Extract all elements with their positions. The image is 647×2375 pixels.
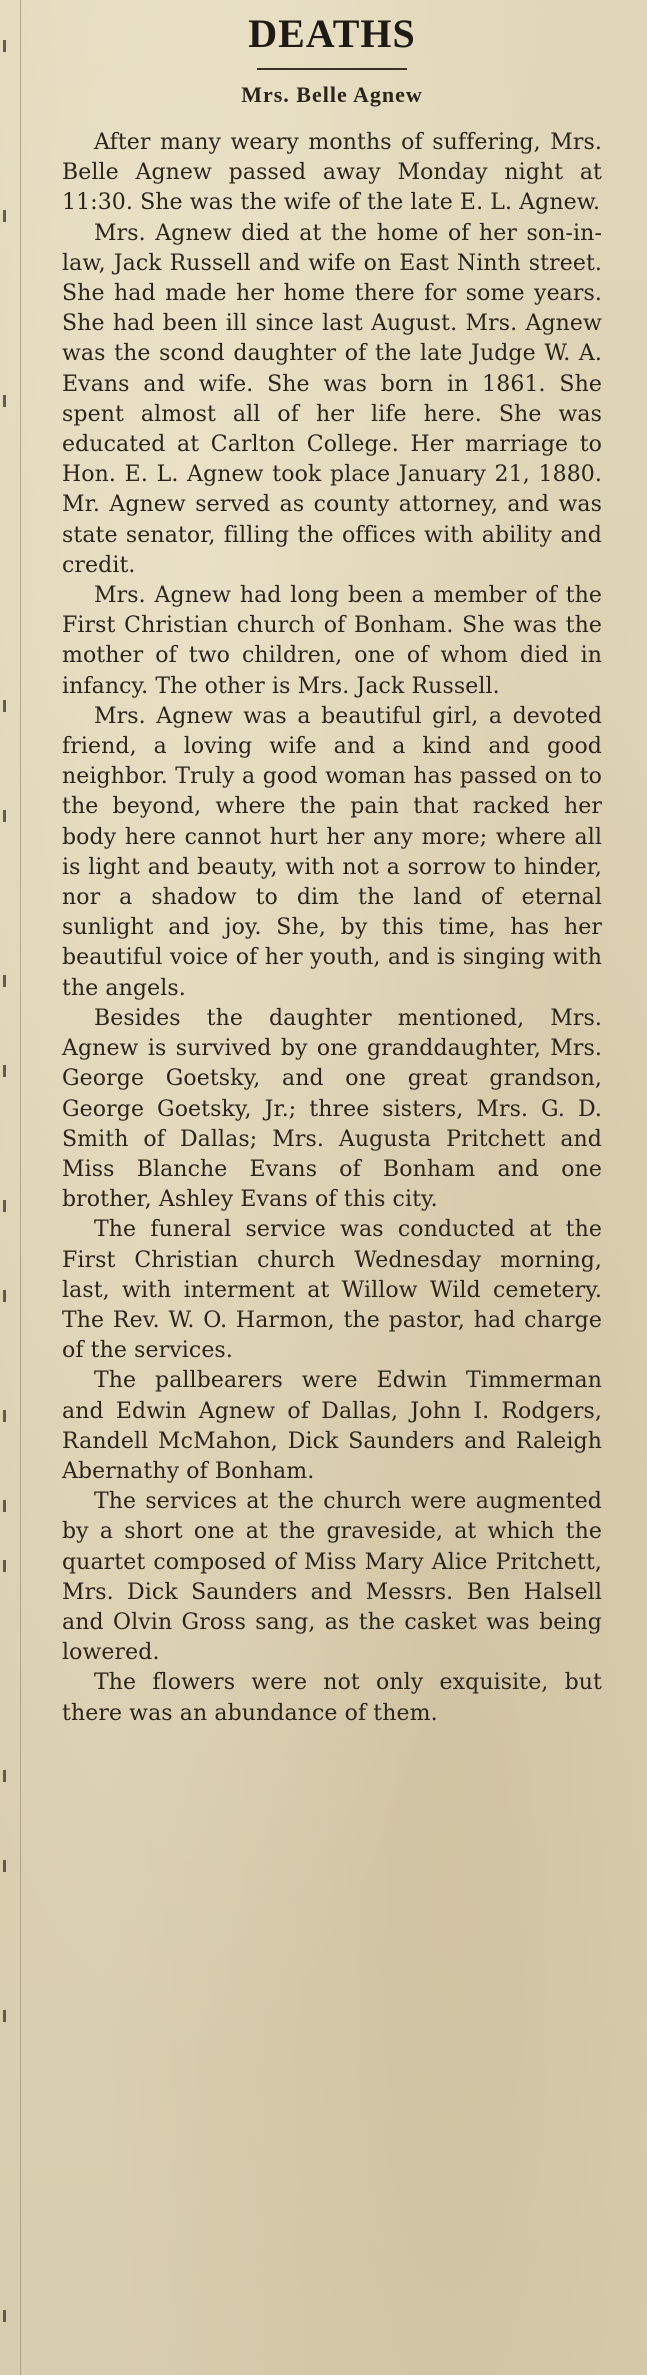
article-paragraph: The pallbearers were Edwin Timmerman and Edwin Agnew of Dallas, John I. Rodgers, Randell McMahon, Dick Saunders and Raleigh Abernathy of Bonham. (62, 1368, 602, 1484)
column-fragment (3, 2010, 6, 2022)
column-fragment (3, 40, 6, 52)
column-fragment (3, 1410, 6, 1422)
column-fragment (3, 2310, 6, 2322)
column-fragment (3, 1200, 6, 1212)
article-paragraph: Besides the daughter mentioned, Mrs. Agnew is survived by one granddaughter, Mrs. George Goetsky, and one great grandson, George Goetsky, Jr.; three sisters, Mrs. G. D. Smith of Dallas; Mrs. Augusta Pritchett and Miss Blanche Evans of Bonham and one brother, Ashley Evans of this city. (62, 1005, 602, 1213)
column-fragment (3, 210, 6, 222)
adjacent-column-fragments (0, 0, 18, 2375)
obituary-title: Mrs. Belle Agnew (241, 82, 423, 107)
column-fragment (3, 1860, 6, 1872)
column-fragment (3, 975, 6, 987)
article-paragraph: The funeral service was conducted at the First Christian church Wednesday morning, last, with interment at Willow Wild cemetery. The Rev. W. O. Harmon, the pastor, had charge of the services. (62, 1217, 602, 1364)
article-paragraph: After many weary months of suffering, Mrs. Belle Agnew passed away Monday night at 11:30. She was the wife of the late E. L. Agnew. (62, 130, 602, 216)
article-paragraph: Mrs. Agnew had long been a member of the First Christian church of Bonham. She was the mother of two children, one of whom died in infancy. The other is Mrs. Jack Russell. (62, 583, 602, 699)
article-paragraph: The services at the church were augmented by a short one at the graveside, at which the quartet composed of Miss Mary Alice Pritchett, Mrs. Dick Saunders and Messrs. Ben Halsell and Olvin Gross sang, as the casket was being lowered. (62, 1489, 602, 1666)
column-fragment (3, 810, 6, 822)
article-paragraph: Mrs. Agnew died at the home of her son-in-law, Jack Russell and wife on East Ninth street. She had made her home there for some years. She had been ill since last August. Mrs. Agnew was the scond daughter of the late Judge W. A. Evans and wife. She was born in 1861. She spent almost all of her life here. She was educated at Carlton College. Her marriage to Hon. E. L. Agnew took place January 21, 1880. Mr. Agnew served as county attorney, and was state senator, filling the offices with ability and credit. (62, 220, 602, 578)
column-fragment (3, 700, 6, 712)
column-rule (20, 0, 21, 2375)
article-paragraph: Mrs. Agnew was a beautiful girl, a devoted friend, a loving wife and a kind and good neighbor. Truly a good woman has passed on to the beyond, where the pain that racked her body here cannot hurt her any more; where all is light and beauty, with not a sorrow to hinder, nor a shadow to dim the land of eternal sunlight and joy. She, by this time, has her beautiful voice of her youth, and is singing with the angels. (62, 703, 602, 1001)
article-paragraph: The flowers were not only exquisite, but there was an abundance of them. (62, 1670, 602, 1726)
column-fragment (3, 1065, 6, 1077)
article-column (62, 6, 602, 1729)
headline-divider (257, 68, 407, 70)
column-fragment (3, 1560, 6, 1572)
section-headline: DEATHS (248, 11, 416, 56)
column-fragment (3, 395, 6, 407)
column-fragment (3, 1500, 6, 1512)
column-fragment (3, 1290, 6, 1302)
column-fragment (3, 1770, 6, 1782)
